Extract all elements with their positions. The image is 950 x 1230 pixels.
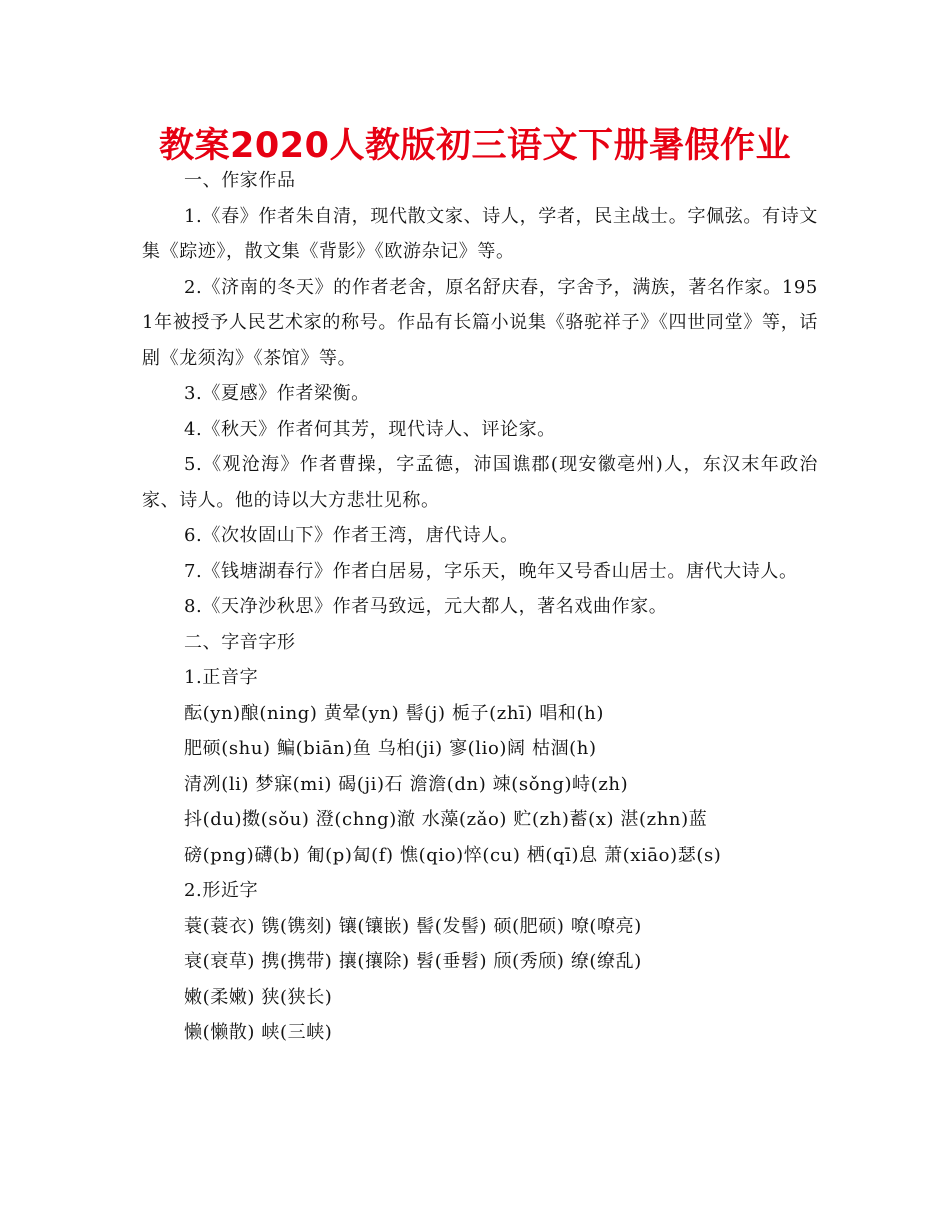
paragraph-item-5: 5.《观沧海》作者曹操，字孟德，沛国谯郡(现安徽亳州)人，东汉末年政治家、诗人。他的诗以大方悲壮见称。 bbox=[142, 454, 818, 511]
subheading-pronunciation: 1.正音字 bbox=[184, 667, 259, 688]
document-body bbox=[142, 163, 818, 1051]
paragraph-item-1: 1.《春》作者朱自清，现代散文家、诗人，学者，民主战士。字佩弦。有诗文集《踪迹》，散文集《背影》《欧游杂记》等。 bbox=[142, 205, 818, 262]
similar-characters-line-3: 嫩(柔嫩) 狭(狭长) bbox=[184, 986, 333, 1008]
pronunciation-line-4: 抖(du)擞(sǒu) 澄(chng)澈 水藻(zǎo) 贮(zh)蓄(x) 湛(zhn)蓝 bbox=[184, 809, 708, 830]
subheading-similar-characters: 2.形近字 bbox=[184, 880, 259, 901]
paragraph-item-7: 7.《钱塘湖春行》作者白居易，字乐天，晚年又号香山居士。唐代大诗人。 bbox=[184, 560, 798, 582]
paragraph-item-4: 4.《秋天》作者何其芳，现代诗人、评论家。 bbox=[184, 418, 556, 440]
similar-characters-line-2: 衰(衰草) 携(携带) 攘(攘除) 髫(垂髫) 颀(秀颀) 缭(缭乱) bbox=[184, 951, 642, 972]
document-title: 教案2020人教版初三语文下册暑假作业 bbox=[159, 126, 791, 166]
paragraph-item-2: 2.《济南的冬天》的作者老舍，原名舒庆春，字舍予，满族，著名作家。1951年被授予人民艺术家的称号。作品有长篇小说集《骆驼祥子》《四世同堂》等，话剧《龙须沟》《茶馆》等。 bbox=[142, 276, 818, 369]
pronunciation-line-2: 肥硕(shu) 鳊(biān)鱼 乌桕(ji) 寥(lio)阔 枯涸(h) bbox=[184, 738, 597, 759]
pronunciation-line-5: 磅(png)礴(b) 匍(p)匐(f) 憔(qio)悴(cu) 栖(qī)息 萧(xiāo)瑟(s) bbox=[184, 844, 722, 866]
paragraph-item-8: 8.《天净沙秋思》作者马致远，元大都人，著名戏曲作家。 bbox=[184, 596, 668, 617]
paragraph-item-3: 3.《夏感》作者梁衡。 bbox=[184, 383, 370, 404]
paragraph-item-6: 6.《次妆固山下》作者王湾，唐代诗人。 bbox=[184, 525, 519, 546]
similar-characters-line-1: 蓑(蓑衣) 镌(镌刻) 镶(镶嵌) 髻(发髻) 硕(肥硕) 嘹(嘹亮) bbox=[184, 915, 642, 937]
section-heading-pronunciation: 二、字音字形 bbox=[184, 631, 296, 653]
similar-characters-line-4: 懒(懒散) 峡(三峡) bbox=[184, 1022, 333, 1043]
pronunciation-line-3: 清冽(li) 梦寐(mi) 碣(ji)石 澹澹(dn) 竦(sǒng)峙(zh) bbox=[184, 773, 629, 795]
pronunciation-line-1: 酝(yn)酿(ning) 黄晕(yn) 髻(j) 栀子(zhī) 唱和(h) bbox=[184, 702, 604, 724]
section-heading-authors: 一、作家作品 bbox=[184, 170, 296, 191]
